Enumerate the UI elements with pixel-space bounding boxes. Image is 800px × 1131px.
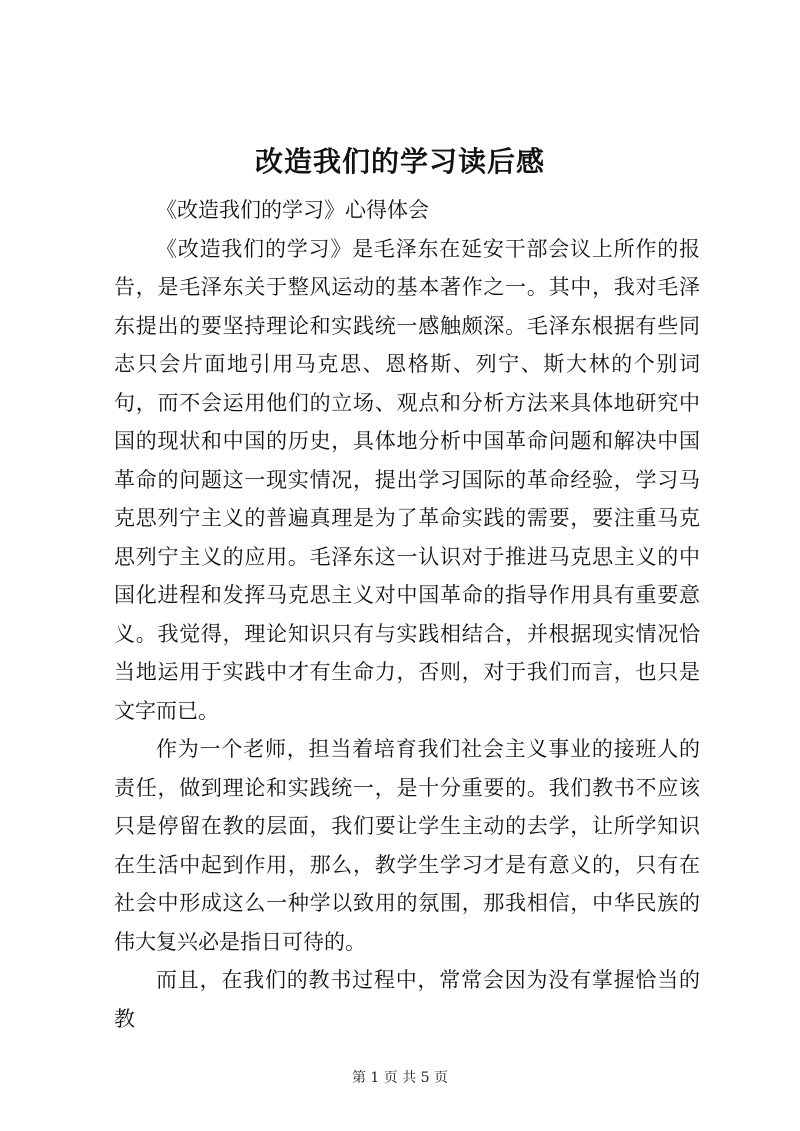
subtitle-paragraph: 《改造我们的学习》心得体会 — [156, 198, 429, 222]
body-paragraph-3: 而且，在我们的教书过程中，常常会因为没有掌握恰当的教 — [114, 968, 700, 1031]
body-paragraph-1: 《改造我们的学习》是毛泽东在延安干部会议上所作的报告，是毛泽东关于整风运动的基本著作之一。其中，我对毛泽东提出的要坚持理论和实践统一感触颇深。毛泽东根据有些同志只会片面地引用马克思、恩格斯、列宁、斯大林的个别词句，而不会运用他们的立场、观点和分析方法来具体地研究中国的现状和中国的历史，具体地分析中国革命问题和解决中国革命的问题这一现实情况，提出学习国际的革命经验，学习马克思列宁主义的普遍真理是为了革命实践的需要，要注重马克思列宁主义的应用。毛泽东这一认识对于推进马克思主义的中国化进程和发挥马克思主义对中国革命的指导作用具有重要意义。我觉得，理论知识只有与实践相结合，并根据现实情况恰当地运用于实践中才有生命力，否则，对于我们而言，也只是文字而已。 — [114, 236, 700, 723]
page-footer: 第 1 页 共 5 页 — [351, 1070, 449, 1086]
document-title: 改造我们的学习读后感 — [254, 145, 545, 178]
document-body — [114, 191, 700, 1038]
body-paragraph-2: 作为一个老师，担当着培育我们社会主义事业的接班人的责任，做到理论和实践统一，是十分重要的。我们教书不应该只是停留在教的层面，我们要让学生主动的去学，让所学知识在生活中起到作用，那么，教学生学习才是有意义的，只有在社会中形成这么一种学以致用的氛围，那我相信，中华民族的伟大复兴必是指日可待的。 — [114, 737, 700, 954]
